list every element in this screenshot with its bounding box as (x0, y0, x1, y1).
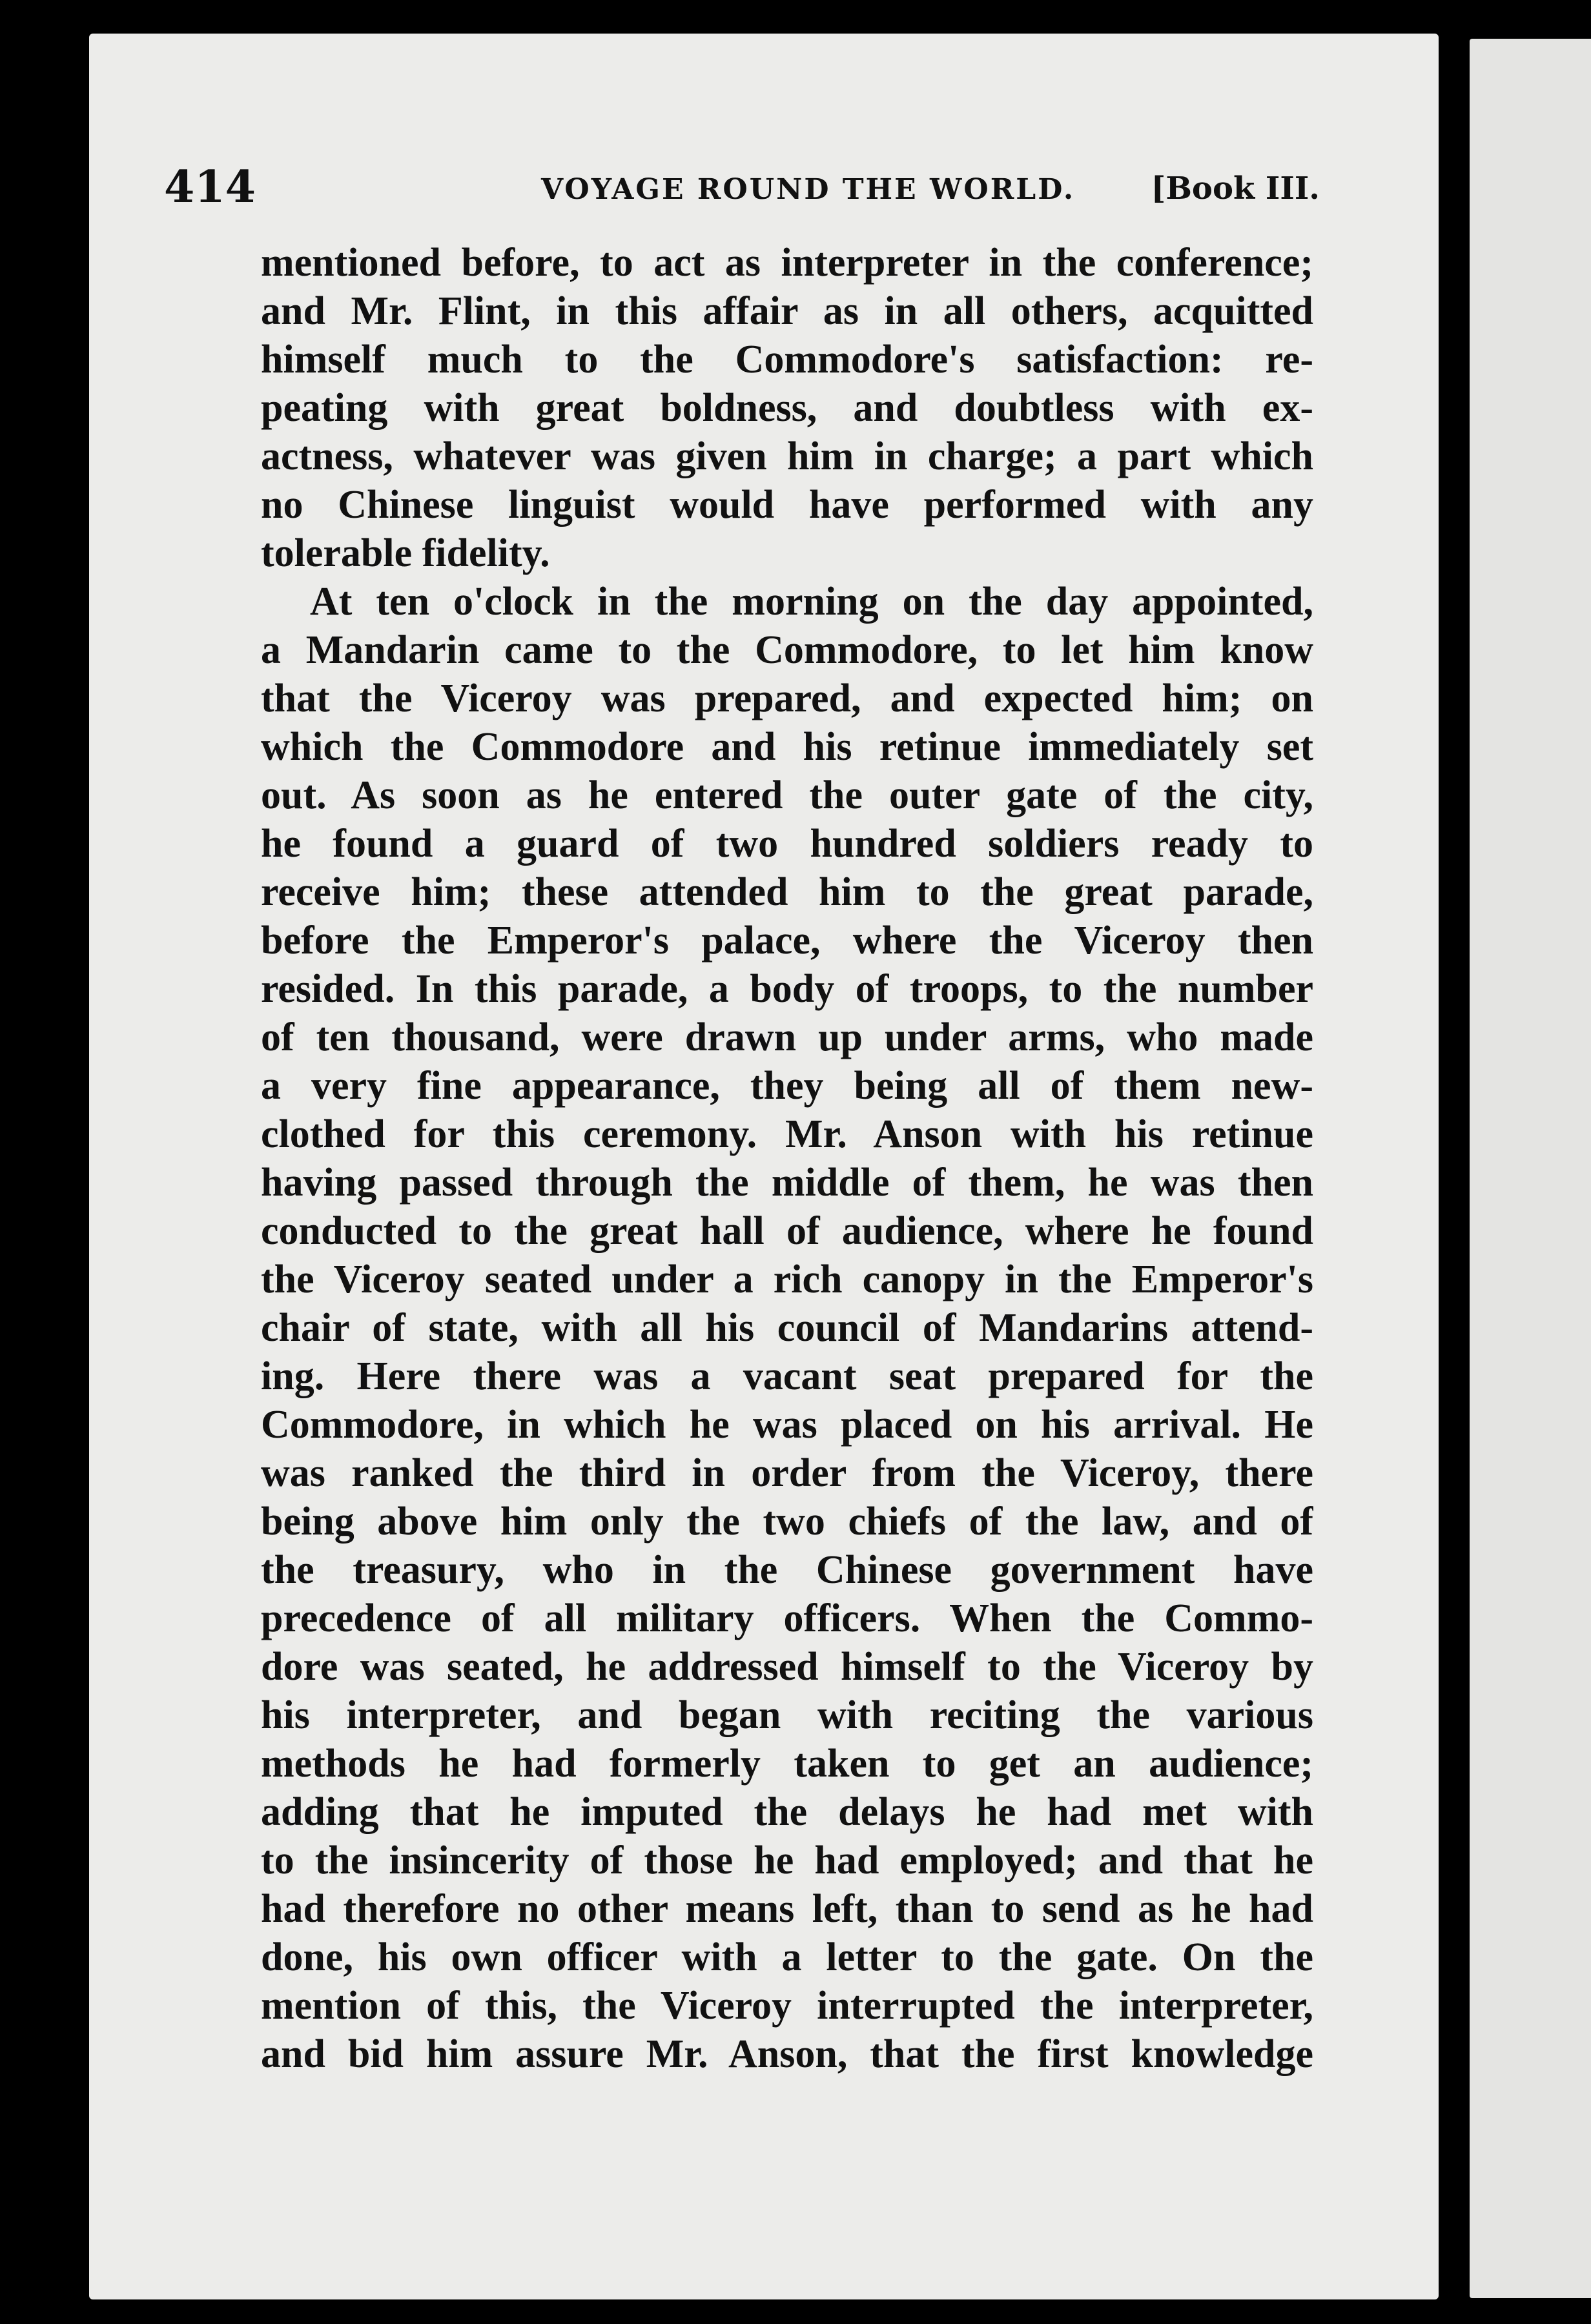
text-line: no Chinese linguist would have performed with any (261, 483, 1313, 527)
text-line: conducted to the great hall of audience, where he found (261, 1209, 1313, 1253)
text-line: and Mr. Flint, in this affair as in all others, acquitted (261, 289, 1313, 333)
text-line: that the Viceroy was prepared, and expected him; on (261, 677, 1313, 720)
text-line: tolerable fidelity. (261, 531, 550, 575)
text-line: of ten thousand, were drawn up under arms, who made (261, 1015, 1313, 1059)
text-line: mentioned before, to act as interpreter in the conference; (261, 241, 1313, 285)
text-line: At ten o'clock in the morning on the day appointed, (310, 580, 1313, 624)
page-number: 414 (164, 161, 256, 213)
text-line: peating with great boldness, and doubtless with ex- (261, 386, 1313, 430)
text-line: being above him only the two chiefs of the law, and of (261, 1500, 1313, 1544)
text-line: mention of this, the Viceroy interrupted the interpreter, (261, 1984, 1313, 2028)
text-line: ing. Here there was a vacant seat prepared for the (261, 1354, 1313, 1398)
book-label: [Book III. (1151, 170, 1320, 207)
text-line: Commodore, in which he was placed on his arrival. He (261, 1403, 1313, 1447)
text-line: the Viceroy seated under a rich canopy in the Emperor's (261, 1258, 1313, 1301)
text-line: out. As soon as he entered the outer gate of the city, (261, 773, 1313, 817)
text-line: his interpreter, and began with reciting the various (261, 1693, 1313, 1737)
text-line: chair of state, with all his council of Mandarins attend- (261, 1306, 1313, 1350)
text-line: had therefore no other means left, than to send as he had (261, 1887, 1313, 1931)
text-line: resided. In this parade, a body of troops, to the number (261, 967, 1313, 1011)
text-line: actness, whatever was given him in charge; a part which (261, 434, 1313, 478)
text-line: the treasury, who in the Chinese government have (261, 1548, 1313, 1592)
text-line: dore was seated, he addressed himself to the Viceroy by (261, 1645, 1313, 1689)
text-line: and bid him assure Mr. Anson, that the first knowledge (261, 2032, 1313, 2076)
text-line: which the Commodore and his retinue immediately set (261, 725, 1313, 769)
text-line: methods he had formerly taken to get an audience; (261, 1742, 1313, 1786)
text-line: a Mandarin came to the Commodore, to let him know (261, 628, 1313, 672)
text-line: himself much to the Commodore's satisfaction: re- (261, 338, 1313, 382)
text-line: adding that he imputed the delays he had met with (261, 1790, 1313, 1834)
text-line: receive him; these attended him to the great parade, (261, 870, 1313, 914)
text-line: precedence of all military officers. When the Commo- (261, 1596, 1313, 1640)
text-line: done, his own officer with a letter to the gate. On the (261, 1935, 1313, 1979)
text-line: a very fine appearance, they being all of them new- (261, 1064, 1313, 1108)
text-line: before the Emperor's palace, where the Viceroy then (261, 919, 1313, 963)
running-head (164, 161, 1320, 213)
text-line: to the insincerity of those he had employed; and that he (261, 1839, 1313, 1882)
text-line: he found a guard of two hundred soldiers ready to (261, 822, 1313, 866)
adjacent-page-edge (1470, 39, 1591, 2298)
text-line: clothed for this ceremony. Mr. Anson with his retinue (261, 1112, 1313, 1156)
body-text (261, 239, 1313, 2079)
text-line: having passed through the middle of them, he was then (261, 1161, 1313, 1205)
text-line: was ranked the third in order from the Viceroy, there (261, 1451, 1313, 1495)
running-title: VOYAGE ROUND THE WORLD. (541, 173, 1076, 206)
